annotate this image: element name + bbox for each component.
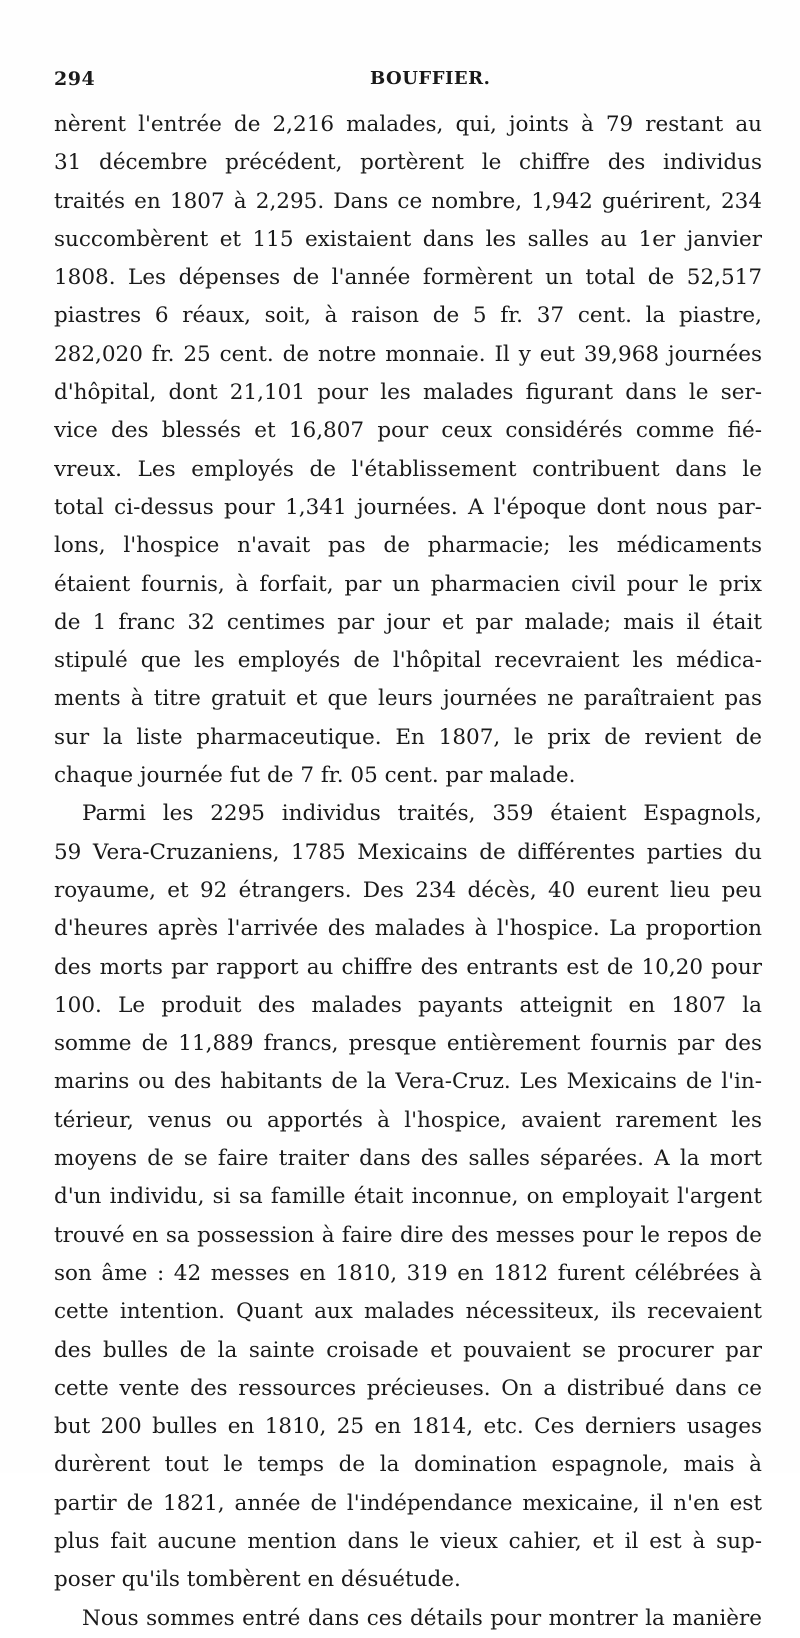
text-line: sur la liste pharmaceutique. En 1807, le prix de revient de xyxy=(54,724,762,750)
text-line: marins ou des habitants de la Vera-Cruz. Les Mexicains de l'in- xyxy=(54,1069,762,1095)
text-line: ments à titre gratuit et que leurs journées ne paraîtraient pas xyxy=(54,686,762,712)
text-line: stipulé que les employés de l'hôpital recevraient les médica- xyxy=(54,648,762,674)
text-line: térieur, venus ou apportés à l'hospice, avaient rarement les xyxy=(54,1107,762,1133)
text-line: total ci-dessus pour 1,341 journées. A l'époque dont nous par- xyxy=(54,494,762,520)
text-line: 31 décembre précédent, portèrent le chiffre des individus xyxy=(54,150,762,176)
text-line: des bulles de la sainte croisade et pouvaient se procurer par xyxy=(54,1337,762,1363)
text-line: d'hôpital, dont 21,101 pour les malades figurant dans le ser- xyxy=(54,380,762,406)
text-line: chaque journée fut de 7 fr. 05 cent. par malade. xyxy=(54,763,576,789)
text-line: Nous sommes entré dans ces détails pour montrer la manière xyxy=(82,1605,762,1631)
text-line: Parmi les 2295 individus traités, 359 étaient Espagnols, xyxy=(82,801,762,827)
text-line: royaume, et 92 étrangers. Des 234 décès, 40 eurent lieu peu xyxy=(54,877,762,903)
text-line: lons, l'hospice n'avait pas de pharmacie; les médicaments xyxy=(54,533,762,559)
text-line: étaient fournis, à forfait, par un pharmacien civil pour le prix xyxy=(54,571,762,597)
text-line: piastres 6 réaux, soit, à raison de 5 fr. 37 cent. la piastre, xyxy=(54,303,762,329)
text-line: 282,020 fr. 25 cent. de notre monnaie. Il y eut 39,968 journées xyxy=(54,341,762,367)
page-header xyxy=(54,68,758,100)
page-number: 294 xyxy=(54,68,96,90)
text-line: nèrent l'entrée de 2,216 malades, qui, joints à 79 restant au xyxy=(54,112,762,137)
text-line: 100. Le produit des malades payants atteignit en 1807 la xyxy=(54,992,762,1018)
text-line: durèrent tout le temps de la domination espagnole, mais à xyxy=(54,1452,762,1478)
text-line: succombèrent et 115 existaient dans les salles au 1er janvier xyxy=(54,226,762,252)
text-line: d'un individu, si sa famille était inconnue, on employait l'argent xyxy=(54,1184,762,1210)
text-line: de 1 franc 32 centimes par jour et par malade; mais il était xyxy=(54,609,762,635)
body-text xyxy=(54,106,762,1638)
text-line: son âme : 42 messes en 1810, 319 en 1812 furent célébrées à xyxy=(54,1260,762,1286)
text-line: vice des blessés et 16,807 pour ceux considérés comme fié- xyxy=(54,418,762,444)
text-line: 1808. Les dépenses de l'année formèrent un total de 52,517 xyxy=(54,265,762,291)
text-line: partir de 1821, année de l'indépendance mexicaine, il n'en est xyxy=(54,1490,762,1516)
text-line: des morts par rapport au chiffre des entrants est de 10,20 pour xyxy=(54,954,762,980)
text-line: somme de 11,889 francs, presque entièrement fournis par des xyxy=(54,1031,762,1057)
text-line: 59 Vera-Cruzaniens, 1785 Mexicains de différentes parties du xyxy=(54,839,762,865)
text-line: traités en 1807 à 2,295. Dans ce nombre, 1,942 guérirent, 234 xyxy=(54,188,762,214)
text-line: trouvé en sa possession à faire dire des messes pour le repos de xyxy=(54,1222,762,1248)
running-head: BOUFFIER. xyxy=(370,68,491,89)
text-line: poser qu'ils tombèrent en désuétude. xyxy=(54,1567,461,1593)
text-line: cette vente des ressources précieuses. On a distribué dans ce xyxy=(54,1375,762,1401)
text-line: cette intention. Quant aux malades nécessiteux, ils recevaient xyxy=(54,1299,762,1325)
text-line: plus fait aucune mention dans le vieux cahier, et il est à sup- xyxy=(54,1528,762,1554)
text-line: vreux. Les employés de l'établissement contribuent dans le xyxy=(54,456,762,482)
text-line: moyens de se faire traiter dans des salles séparées. A la mort xyxy=(54,1146,762,1172)
text-line: but 200 bulles en 1810, 25 en 1814, etc. Ces derniers usages xyxy=(54,1414,762,1440)
text-line: d'heures après l'arrivée des malades à l'hospice. La proportion xyxy=(54,916,762,942)
